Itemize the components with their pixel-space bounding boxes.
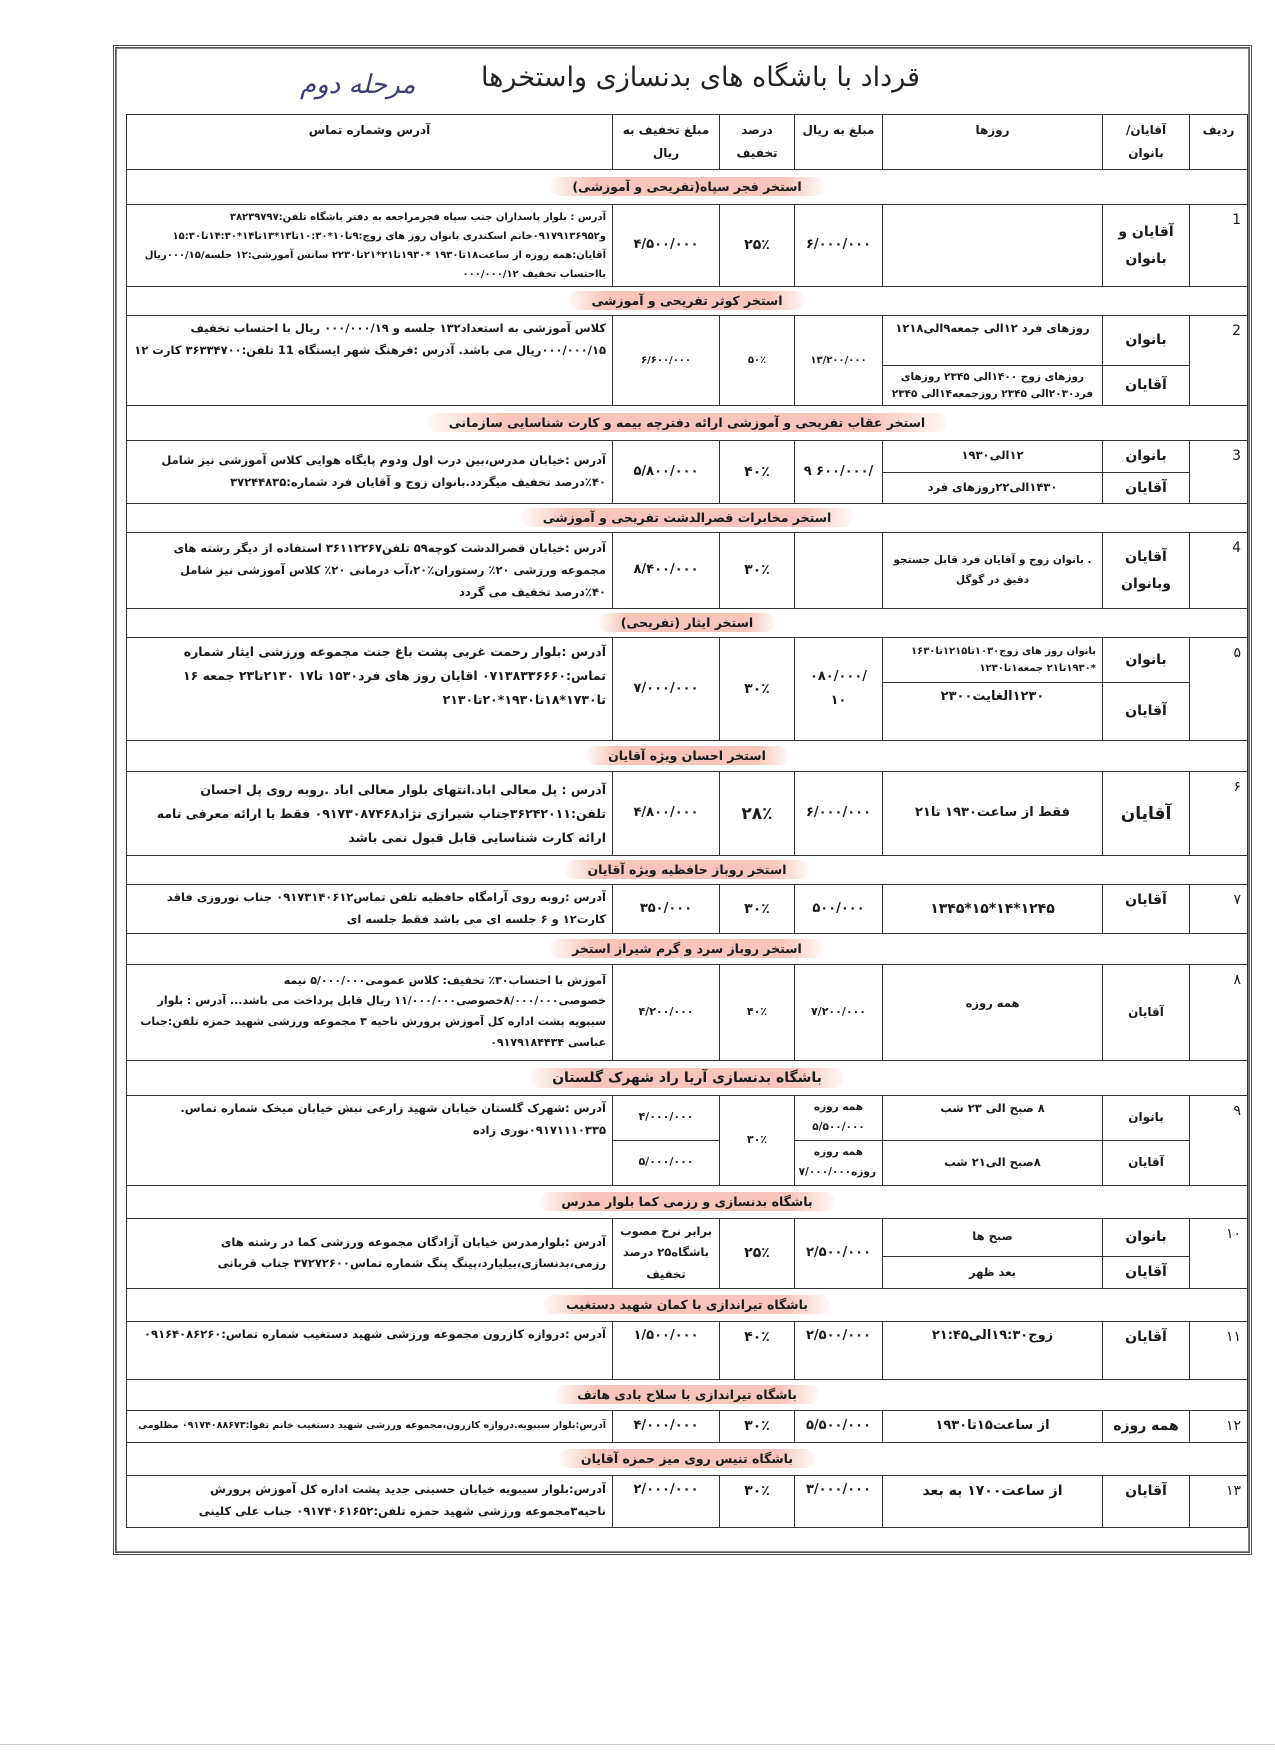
discount-pct-cell: ۴۰٪ [720,964,795,1060]
gender-cell: آقایان [1103,366,1190,406]
gender-cell: همه روزه [1103,1411,1190,1443]
table-row [127,964,1248,1060]
price-cell: ۶/۰۰۰/۰۰۰ [795,772,883,856]
row-number: ۸ [1190,964,1248,1060]
price-cell: ۲/۵۰۰/۰۰۰ [795,1322,883,1380]
discount-pct-cell: ۲۵٪ [720,205,795,287]
days-cell: روزهای زوج ۱۴۰۰الی ۲۳۴۵ روزهای فرد۲۰۳۰الی ۲۳۴۵ روزجمعه۱۴الی ۲۳۴۵ [883,366,1103,406]
table-row [127,638,1248,683]
price-cell: ۶/۰۰۰/۰۰۰ [795,205,883,287]
days-cell: ۱۲۴۵*۱۴*۱۵*۱۳۴۵ [883,885,1103,934]
row-number: ۱۱ [1190,1322,1248,1380]
page-title: قرداد با باشگاه های بدنسازی واستخرها [480,62,920,93]
discount-pct-cell: ۳۰٪ [720,533,795,609]
price-cell: ۵/۵۰۰/۰۰۰ [795,1411,883,1443]
row-number: ۶ [1190,772,1248,856]
table-row [127,316,1248,366]
gender-cell: آقایان [1103,1322,1190,1380]
days-cell: بانوان روز های زوج۱۰۳۰تا۱۲۱۵تا۱۶۳۰ *۱۹۳۰تا۲۱ جمعه۱تا۱۲۳۰ [883,638,1103,683]
section-title: باشگاه تیراندازی با کمان شهید دستغیب [544,1295,830,1314]
header-days: روزها [883,115,1103,170]
header-gender: آقایان/بانوان [1103,115,1190,170]
gender-cell: آقایان [1103,683,1190,741]
header-discount-pct: درصد تخفیف [720,115,795,170]
price-cell: ۷/۲۰۰/۰۰۰ [795,964,883,1060]
gender-cell: آقایان [1103,964,1190,1060]
discount-amount-cell: ۴/۰۰۰/۰۰۰ [613,1095,720,1140]
discount-amount-cell: ۵/۰۰۰/۰۰۰ [613,1140,720,1185]
section-header [127,1185,1248,1218]
address-cell: آدرس:بلوار سیبویه.دروازه کازرون،مجموعه ورزشی شهید دستغیب خانم تقوا:۰۹۱۷۴۰۸۸۶۷۳ مظلومی [127,1411,613,1443]
gender-cell: آقایان وبانوان [1103,533,1190,609]
days-cell: صبح ها [883,1218,1103,1257]
discount-pct-cell: ۵۰٪ [720,316,795,406]
section-header [127,504,1248,533]
section-title: باشگاه بدنسازی و رزمی کما بلوار مدرس [539,1192,834,1211]
table-row [127,1411,1248,1443]
days-cell: زوج۱۹:۳۰الی۲۱:۴۵ [883,1322,1103,1380]
section-title: استخر مخابرات قصرالدشت تفریحی و آموزشی [521,508,854,527]
address-cell: آموزش با احتساب۳۰٪ تخفیف: کلاس عمومی۵/۰۰۰/۰۰۰ نیمه خصوصی۸/۰۰۰/۰۰۰خصوصی۱۱/۰۰۰/۰۰۰ ریال قابل پرداخت می باشد... آدرس : بلوار سیبویه پشت اداره کل آموزش پرورش ناحیه ۳ مجموعه ورزشی شهید حمزه تلفن:جناب عباسی ۰۹۱۷۹۱۸۴۴۳۴ [127,964,613,1060]
table-row [127,441,1248,473]
price-cell: ۳/۰۰۰/۰۰۰ [795,1475,883,1527]
days-cell [883,205,1103,287]
row-number: ۵ [1190,638,1248,741]
table-row [127,885,1248,934]
price-cell: همه روزه روزه۷/۰۰۰/۰۰۰ [795,1140,883,1185]
row-number: 4 [1190,533,1248,609]
discount-pct-cell: ۳۰٪ [720,1411,795,1443]
days-cell: ۱۴۳۰الی۲۲روزهای فرد [883,472,1103,504]
header-discount-amount: مبلغ تخفیف به ریال [613,115,720,170]
address-cell: آدرس:بلوار سیبویه خیابان حسینی جدید پشت اداره کل آموزش پرورش ناحیه۳مجموعه ورزشی شهید حمزه تلفن:۰۹۱۷۴۰۶۱۶۵۲ جناب علی کلینی [127,1475,613,1527]
section-title: استخر عقاب تفریحی و آموزشی ارائه دفترچه بیمه و کارت شناسایی سازمانی [427,413,947,432]
contracts-table [126,114,1248,1528]
table-row [127,533,1248,609]
address-cell: آدرس :روبه روی آرامگاه حافظیه تلفن تماس۰۹۱۷۳۱۴۰۶۱۲ جناب نوروزی فاقد کارت۱۲ و ۶ جلسه ای می باشد فقط جلسه ای [127,885,613,934]
section-header [127,933,1248,964]
address-cell: آدرس :خیابان قصرالدشت کوچه۵۹ تلفن۳۶۱۱۲۲۶۷ استفاده از دیگر رشته های مجموعه ورزشی ۲۰٪ رستوران٪۲۰،آب درمانی ۲۰٪ کلاس آموزشی نیز شامل ۴۰٪درصد تخفیف می گردد [127,533,613,609]
row-number: ۱۳ [1190,1475,1248,1527]
section-title: استخر ایثار (تفریحی) [599,613,775,632]
gender-cell: آقایان [1103,472,1190,504]
section-title: باشگاه تنیس روی میز حمزه آقایان [559,1449,815,1468]
address-cell: آدرس :بلوارمدرس خیابان آزادگان مجموعه ورزشی کما در رشته های رزمی،بدنسازی،بیلیارد،پینگ پنگ شماره تماس۳۷۲۷۲۶۰۰ جناب قربانی [127,1218,613,1289]
address-cell: آدرس :بلوار رحمت غربی پشت باغ جنت مجموعه ورزشی ایثار شماره تماس:۰۷۱۳۸۳۳۶۶۶۰ اقایان روز های فرد۱۵۳۰ تا۱۷ ۲۱۳۰تا۲۳ جمعه ۱۶ تا۱۷۳۰*۱۸تا۱۹۳۰*۲۰تا۲۱۳۰ [127,638,613,741]
days-cell: از ساعت۱۵تا۱۹۳۰ [883,1411,1103,1443]
discount-amount-cell: ۷/۰۰۰/۰۰۰ [613,638,720,741]
discount-amount-cell: برابر نرخ مصوب باشگاه۲۵ درصد تخفیف [613,1218,720,1289]
table-row [127,772,1248,856]
section-title: باشگاه تیراندازی با سلاح بادی هاتف [555,1385,819,1404]
discount-pct-cell: ۴۰٪ [720,1322,795,1380]
section-title: استخر فجر سپاه(تفریحی و آموزشی) [550,177,823,196]
section-header [127,287,1248,316]
price-cell: /۰۸۰/۰۰۰ ۱۰ [795,638,883,741]
discount-amount-cell: ۵/۸۰۰/۰۰۰ [613,441,720,504]
price-cell: ۲/۵۰۰/۰۰۰ [795,1218,883,1289]
scan-edge-line [0,1744,1275,1745]
table-header-row [127,115,1248,170]
row-number: 3 [1190,441,1248,504]
days-cell: بعد ظهر [883,1257,1103,1289]
header-row-no: ردیف [1190,115,1248,170]
section-header [127,1289,1248,1322]
days-cell: ۱۲الی۱۹۳۰ [883,441,1103,473]
section-title: استخر روباز حافظیه ویژه آقایان [565,860,808,879]
address-cell: آدرس :خیابان مدرس،بین درب اول ودوم پایگاه هوایی کلاس آموزشی نیز شامل ۴۰٪درصد تخفیف میگردد.بانوان زوج و آقایان فرد شماره:۳۷۲۴۴۸۳۵ [127,441,613,504]
address-cell: آدرس : بلوار پاسداران جنب سپاه فجرمراجعه به دفتر باشگاه تلفن:۳۸۲۳۹۷۹۷ و۰۹۱۷۹۱۳۶۹۵۲خانم اسکندری بانوان روز های زوج:۹تا۱۰*۱۰:۳۰تا۱۳*۱۳تا۱۴*۱۴:۳۰تا۱۵:۳۰ آقایان:همه روزه از ساعت۱۸تا۱۹۳۰ *۱۹۳۰تا۲۱*۲۱تا۲۲۳۰ سانس آموزشی:۱۲ جلسه/۰۰۰/۱۵ریال بااحتساب تخفیف ۰۰۰/۰۰۰/۱۲ [127,205,613,287]
discount-pct-cell: ۳۰٪ [720,638,795,741]
section-header [127,856,1248,885]
discount-pct-cell: ۳۰٪ [720,885,795,934]
address-cell: کلاس آموزشی به استعداد۱۳۲ جلسه و ۰۰۰/۰۰۰/۱۹ ریال با احتساب تخفیف ۰۰۰/۰۰۰/۱۵ریال می باشد. آدرس :فرهنگ شهر ایستگاه 11 تلفن:۳۶۳۳۴۷۰۰ کارت ۱۲ [127,316,613,406]
discount-pct-cell: ۲۸٪ [720,772,795,856]
gender-cell: آقایان و بانوان [1103,205,1190,287]
days-cell: از ساعت۱۷۰۰ به بعد [883,1475,1103,1527]
section-header [127,1060,1248,1095]
header-price: مبلغ به ریال [795,115,883,170]
gender-cell: آقایان [1103,772,1190,856]
gender-cell: آقایان [1103,1257,1190,1289]
days-cell: ۸ صبح الی ۲۳ شب [883,1095,1103,1140]
section-title: باشگاه بدنسازی آریا راد شهرک گلستان [530,1068,844,1088]
row-number: 2 [1190,316,1248,406]
section-title: استخر احسان ویژه آقایان [586,746,788,765]
discount-amount-cell: ۲/۰۰۰/۰۰۰ [613,1475,720,1527]
section-title: استخر روباز سرد و گرم شیراز استخر [550,939,824,958]
table-row [127,205,1248,287]
table-row [127,1475,1248,1527]
price-cell [795,533,883,609]
row-number: ۱۰ [1190,1218,1248,1289]
discount-amount-cell: ۱/۵۰۰/۰۰۰ [613,1322,720,1380]
days-cell: ۱۲۳۰الغایت۲۳۰۰ [883,683,1103,741]
gender-cell: بانوان [1103,638,1190,683]
discount-amount-cell: ۳۵۰/۰۰۰ [613,885,720,934]
discount-amount-cell: ۶/۶۰۰/۰۰۰ [613,316,720,406]
discount-pct-cell: ۲۵٪ [720,1218,795,1289]
header-address: آدرس وشماره تماس [127,115,613,170]
row-number: ۷ [1190,885,1248,934]
days-cell: همه روزه [883,964,1103,1060]
gender-cell: بانوان [1103,441,1190,473]
days-cell: فقط از ساعت۱۹۳۰ تا۲۱ [883,772,1103,856]
days-cell: . بانوان زوج و آقایان فرد قابل جستجو دقیق در گوگل [883,533,1103,609]
days-cell: روزهای فرد ۱۲الی جمعه۹الی۱۲۱۸ [883,316,1103,366]
discount-pct-cell: ۳۰٪ [720,1475,795,1527]
section-header [127,1380,1248,1411]
row-number: 1 [1190,205,1248,287]
section-header [127,1442,1248,1475]
discount-pct-cell: ۴۰٪ [720,441,795,504]
discount-amount-cell: ۴/۰۰۰/۰۰۰ [613,1411,720,1443]
section-header [127,741,1248,772]
gender-cell: بانوان [1103,1095,1190,1140]
section-header [127,406,1248,441]
row-number: ۹ [1190,1095,1248,1185]
table-row [127,1095,1248,1140]
handwritten-note: مرحله دوم [300,70,416,100]
gender-cell: آقایان [1103,885,1190,934]
discount-amount-cell: ۴/۸۰۰/۰۰۰ [613,772,720,856]
price-cell: ۵۰۰/۰۰۰ [795,885,883,934]
section-header [127,609,1248,638]
discount-pct-cell: ۳۰٪ [720,1095,795,1185]
gender-cell: بانوان [1103,316,1190,366]
gender-cell: آقایان [1103,1140,1190,1185]
table-row [127,1322,1248,1380]
price-cell: /۶۰۰/۰۰۰ ۹ [795,441,883,504]
price-cell: همه روزه ۵/۵۰۰/۰۰۰ [795,1095,883,1140]
discount-amount-cell: ۴/۵۰۰/۰۰۰ [613,205,720,287]
address-cell: آدرس : پل معالی اباد.انتهای بلوار معالی اباد .روبه روی پل احسان تلفن:۳۶۲۴۲۰۱۱جناب شیرازی نژاد۰۹۱۷۳۰۸۷۴۶۸ فقط با ارائه معرفی نامه ارائه کارت شناسایی قابل قبول نمی باشد [127,772,613,856]
days-cell: ۸صبح الی۲۱ شب [883,1140,1103,1185]
address-cell: آدرس :دروازه کازرون مجموعه ورزشی شهید دستغیب شماره تماس:۰۹۱۶۴۰۸۶۲۶۰ [127,1322,613,1380]
address-cell: آدرس :شهرک گلستان خیابان شهید زارعی نبش خیابان میخک شماره تماس. ۰۹۱۷۱۱۱۰۳۳۵نوری زاده [127,1095,613,1185]
discount-amount-cell: ۸/۴۰۰/۰۰۰ [613,533,720,609]
discount-amount-cell: ۴/۲۰۰/۰۰۰ [613,964,720,1060]
table-row [127,1218,1248,1257]
price-cell: ۱۳/۲۰۰/۰۰۰ [795,316,883,406]
row-number: ۱۲ [1190,1411,1248,1443]
gender-cell: آقایان [1103,1475,1190,1527]
section-header [127,170,1248,205]
gender-cell: بانوان [1103,1218,1190,1257]
section-title: استخر کوثر تفریحی و آموزشی [569,291,804,310]
